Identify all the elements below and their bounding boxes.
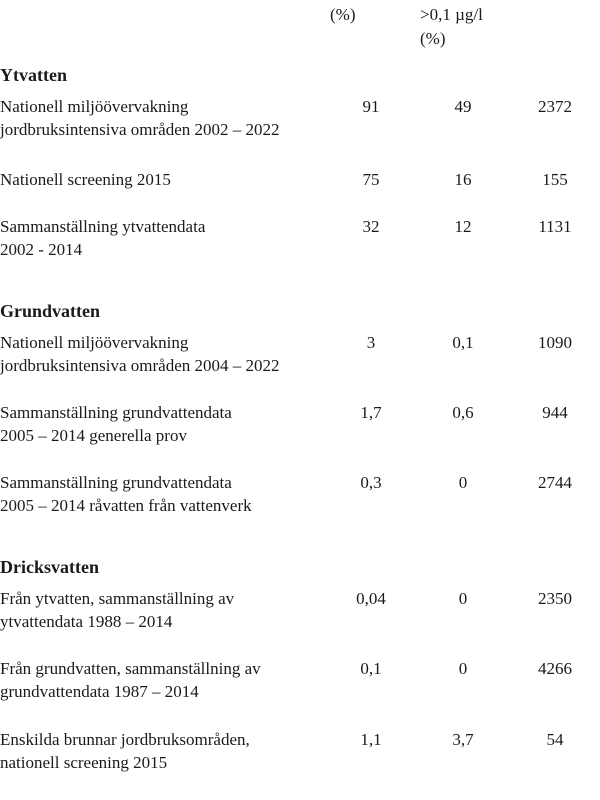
- cell-sample-count: 2350: [538, 589, 572, 608]
- row-description-line2: nationell screening 2015: [0, 753, 168, 772]
- cell-exceedance-percent: 0,6: [452, 403, 474, 422]
- row-description-line2: jordbruksintensiva områden 2002 – 2022: [0, 120, 280, 139]
- cell-exceedance-percent: 16: [454, 170, 472, 189]
- cell-exceedance-percent: 0: [458, 589, 468, 608]
- row-description-line1: Enskilda brunnar jordbruksområden,: [0, 730, 250, 749]
- row-description-line1: Sammanställning grundvattendata: [0, 403, 232, 422]
- column-header-detection-percent: (%): [330, 5, 356, 24]
- cell-detection-percent: 75: [362, 170, 380, 189]
- cell-exceedance-percent: 0: [458, 659, 468, 678]
- cell-detection-percent: 1,1: [360, 730, 382, 749]
- section-heading-grundvatten: Grundvatten: [0, 301, 101, 321]
- cell-detection-percent: 32: [362, 217, 380, 236]
- cell-detection-percent: 0,1: [360, 659, 382, 678]
- row-description-line1: Nationell screening 2015: [0, 170, 171, 189]
- cell-sample-count: 4266: [538, 659, 572, 678]
- row-description-line2: 2002 - 2014: [0, 240, 83, 259]
- row-description-line2: ytvattendata 1988 – 2014: [0, 612, 173, 631]
- section-heading-ytvatten: Ytvatten: [0, 65, 67, 85]
- column-header-exceedance-line1: >0,1 µg/l: [420, 5, 483, 24]
- cell-sample-count: 944: [542, 403, 568, 422]
- column-header-exceedance-line2: (%): [420, 29, 446, 48]
- cell-detection-percent: 91: [362, 97, 380, 116]
- row-description-line2: 2005 – 2014 generella prov: [0, 426, 187, 445]
- cell-sample-count: 1090: [538, 333, 572, 352]
- cell-detection-percent: 0,3: [360, 473, 382, 492]
- cell-sample-count: 1131: [538, 217, 572, 236]
- cell-detection-percent: 3: [366, 333, 376, 352]
- row-description-line2: 2005 – 2014 råvatten från vattenverk: [0, 496, 252, 515]
- cell-sample-count: 155: [542, 170, 568, 189]
- row-description-line1: Från ytvatten, sammanställning av: [0, 589, 235, 608]
- row-description-line1: Sammanställning grundvattendata: [0, 473, 232, 492]
- cell-detection-percent: 0,04: [356, 589, 386, 608]
- cell-exceedance-percent: 0,1: [452, 333, 474, 352]
- cell-exceedance-percent: 49: [454, 97, 472, 116]
- section-heading-dricksvatten: Dricksvatten: [0, 557, 99, 577]
- cell-sample-count: 54: [546, 730, 564, 749]
- row-description-line2: jordbruksintensiva områden 2004 – 2022: [0, 356, 280, 375]
- cell-sample-count: 2744: [538, 473, 572, 492]
- row-description-line2: grundvattendata 1987 – 2014: [0, 682, 199, 701]
- row-description-line1: Från grundvatten, sammanställning av: [0, 659, 261, 678]
- cell-exceedance-percent: 12: [454, 217, 472, 236]
- cell-detection-percent: 1,7: [360, 403, 382, 422]
- row-description-line1: Sammanställning ytvattendata: [0, 217, 206, 236]
- cell-exceedance-percent: 0: [458, 473, 468, 492]
- cell-sample-count: 2372: [538, 97, 572, 116]
- row-description-line1: Nationell miljöövervakning: [0, 333, 189, 352]
- row-description-line1: Nationell miljöövervakning: [0, 97, 189, 116]
- cell-exceedance-percent: 3,7: [452, 730, 474, 749]
